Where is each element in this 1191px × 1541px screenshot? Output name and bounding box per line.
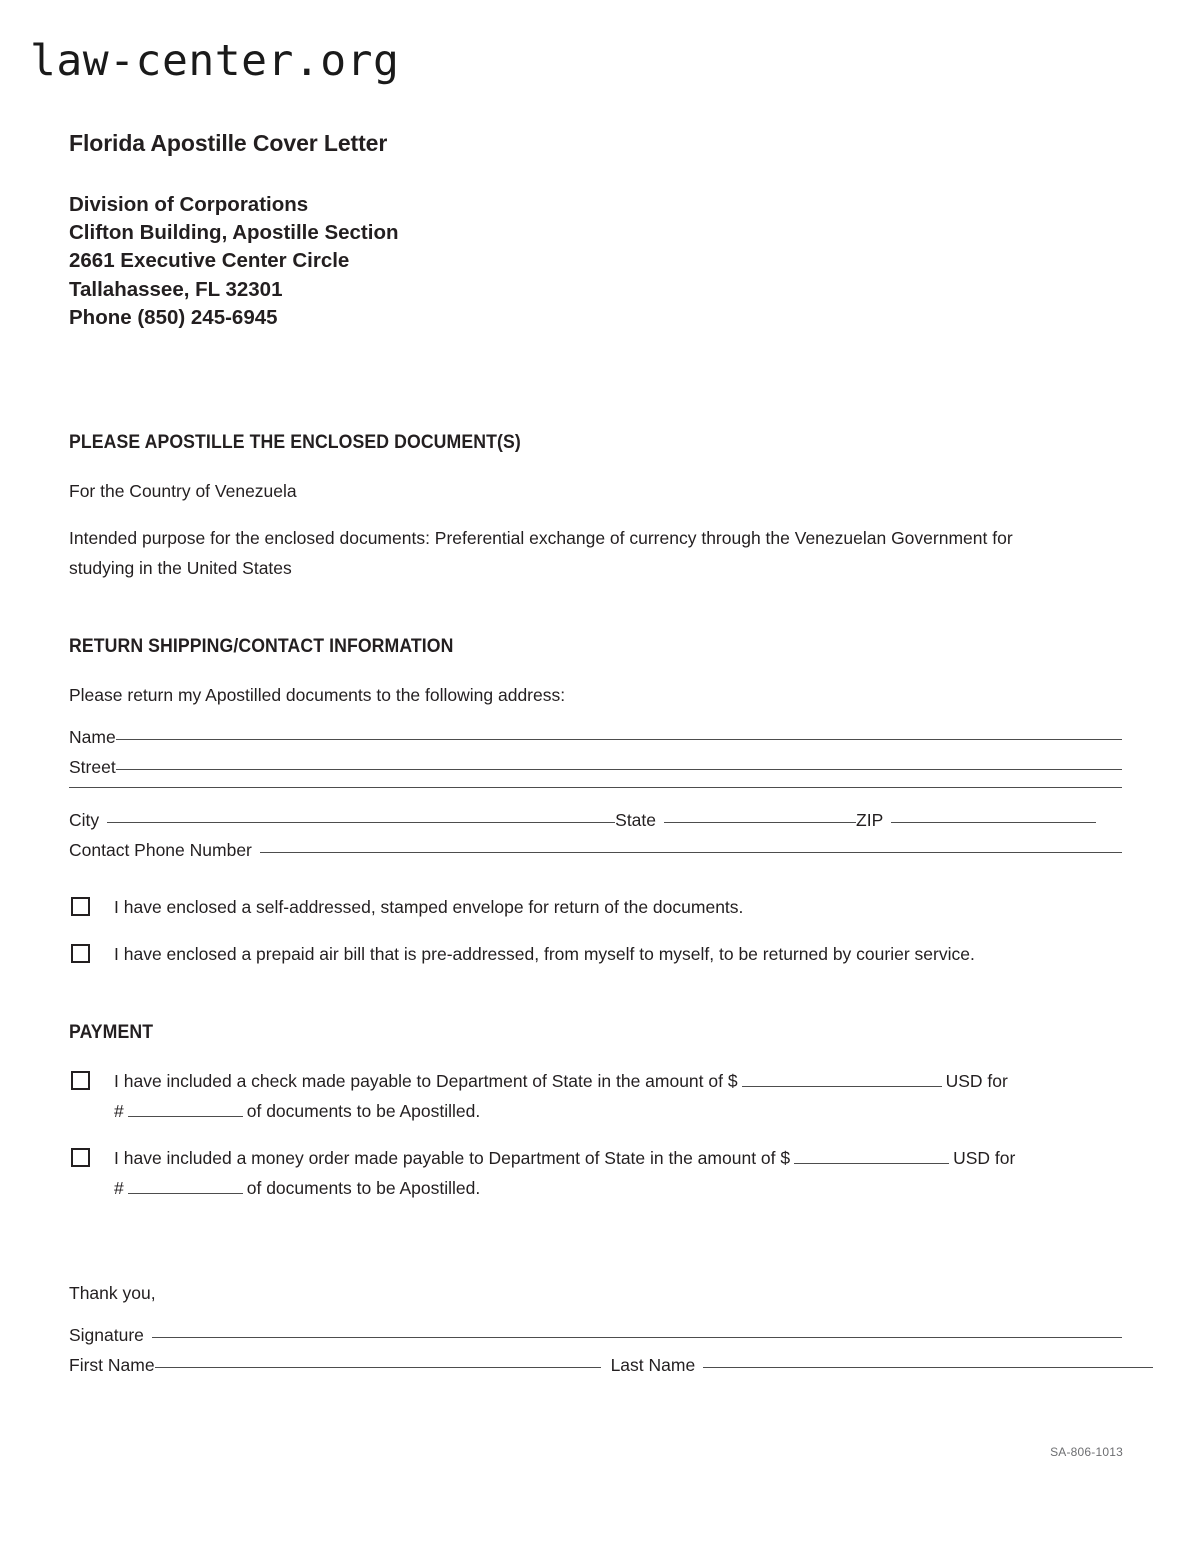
document-content	[69, 130, 1122, 1385]
check-document-count-line	[114, 1096, 1008, 1126]
thank-you-line: Thank you,	[69, 1283, 156, 1304]
money-order-lead-text: I have included a money order made payable to Department of State in the amount of $	[114, 1148, 791, 1169]
check-payment-trail-text: USD for	[945, 1071, 1008, 1092]
checkbox-row-money-order-payment[interactable]	[69, 1143, 1122, 1203]
checkbox-icon[interactable]	[71, 897, 90, 916]
check-count-input-line[interactable]	[128, 1102, 243, 1117]
name-field-label: Name	[69, 727, 116, 748]
street-field-label: Street	[69, 757, 116, 778]
check-amount-input-line[interactable]	[742, 1072, 942, 1087]
site-wordmark: law-center.org	[30, 36, 400, 86]
state-field-label: State	[615, 810, 657, 831]
section-heading-payment: PAYMENT	[69, 1022, 154, 1044]
money-order-count-suffix: of documents to be Apostilled.	[246, 1178, 481, 1199]
money-order-payment-line	[114, 1143, 1015, 1173]
money-order-trail-text: USD for	[953, 1148, 1016, 1169]
money-order-count-input-line[interactable]	[128, 1179, 243, 1194]
checkbox-icon[interactable]	[71, 1071, 90, 1090]
form-code: SA-806-1013	[1050, 1445, 1123, 1459]
money-order-document-count-line	[114, 1173, 1015, 1203]
name-field-row[interactable]	[69, 727, 1122, 748]
checkbox-icon[interactable]	[71, 944, 90, 963]
page-title: Florida Apostille Cover Letter	[69, 130, 388, 156]
street-field-row[interactable]	[69, 757, 1122, 778]
check-payment-lead-text: I have included a check made payable to Department of State in the amount of $	[114, 1071, 738, 1092]
street-second-input-line[interactable]	[69, 787, 1122, 788]
city-state-zip-row[interactable]	[69, 810, 1122, 831]
zip-field-label: ZIP	[856, 810, 884, 831]
address-line: Division of Corporations	[69, 193, 309, 216]
check-payment-line	[114, 1066, 1008, 1096]
address-line: Clifton Building, Apostille Section	[69, 221, 399, 245]
signature-input-line[interactable]	[152, 1337, 1122, 1338]
first-name-label: First Name	[69, 1355, 155, 1376]
address-line: Tallahassee, FL 32301	[69, 277, 283, 301]
money-order-count-prefix: #	[114, 1178, 124, 1199]
checkbox-row-air-bill[interactable]	[69, 939, 1122, 969]
name-row[interactable]	[69, 1355, 1122, 1376]
intended-purpose-line: Intended purpose for the enclosed documents: Preferential exchange of currency through the Venezuelan Government for studying in the United States	[69, 528, 1013, 579]
city-field-label: City	[69, 810, 100, 831]
city-input-line[interactable]	[107, 822, 615, 823]
contact-phone-label: Contact Phone Number	[69, 840, 252, 861]
contact-phone-row[interactable]	[69, 840, 1122, 861]
check-count-suffix: of documents to be Apostilled.	[246, 1101, 481, 1122]
last-name-label: Last Name	[610, 1355, 696, 1376]
section-heading-return-shipping: RETURN SHIPPING/CONTACT INFORMATION	[69, 636, 454, 658]
check-count-prefix: #	[114, 1101, 124, 1122]
signature-row[interactable]	[69, 1325, 1122, 1346]
money-order-amount-input-line[interactable]	[794, 1149, 949, 1164]
section-heading-apostille: PLEASE APOSTILLE THE ENCLOSED DOCUMENT(S)	[69, 432, 521, 454]
return-address-intro: Please return my Apostilled documents to the following address:	[69, 685, 566, 706]
contact-phone-input-line[interactable]	[260, 852, 1122, 853]
zip-input-line[interactable]	[891, 822, 1096, 823]
checkbox-label-air-bill: I have enclosed a prepaid air bill that is pre-addressed, from myself to myself, to be returned by courier service.	[114, 944, 975, 965]
last-name-input-line[interactable]	[703, 1367, 1153, 1368]
signature-label: Signature	[69, 1325, 144, 1346]
checkbox-row-check-payment[interactable]	[69, 1066, 1122, 1126]
checkbox-row-envelope[interactable]	[69, 892, 1122, 922]
first-name-input-line[interactable]	[155, 1367, 601, 1368]
address-line: Phone (850) 245-6945	[69, 305, 278, 329]
agency-address-block	[69, 191, 1122, 332]
street-input-line[interactable]	[116, 769, 1122, 770]
name-input-line[interactable]	[116, 739, 1122, 740]
checkbox-icon[interactable]	[71, 1148, 90, 1167]
address-line: 2661 Executive Center Circle	[69, 249, 350, 273]
checkbox-label-envelope: I have enclosed a self-addressed, stamped envelope for return of the documents.	[114, 897, 744, 918]
state-input-line[interactable]	[664, 822, 856, 823]
country-line: For the Country of Venezuela	[69, 481, 297, 502]
